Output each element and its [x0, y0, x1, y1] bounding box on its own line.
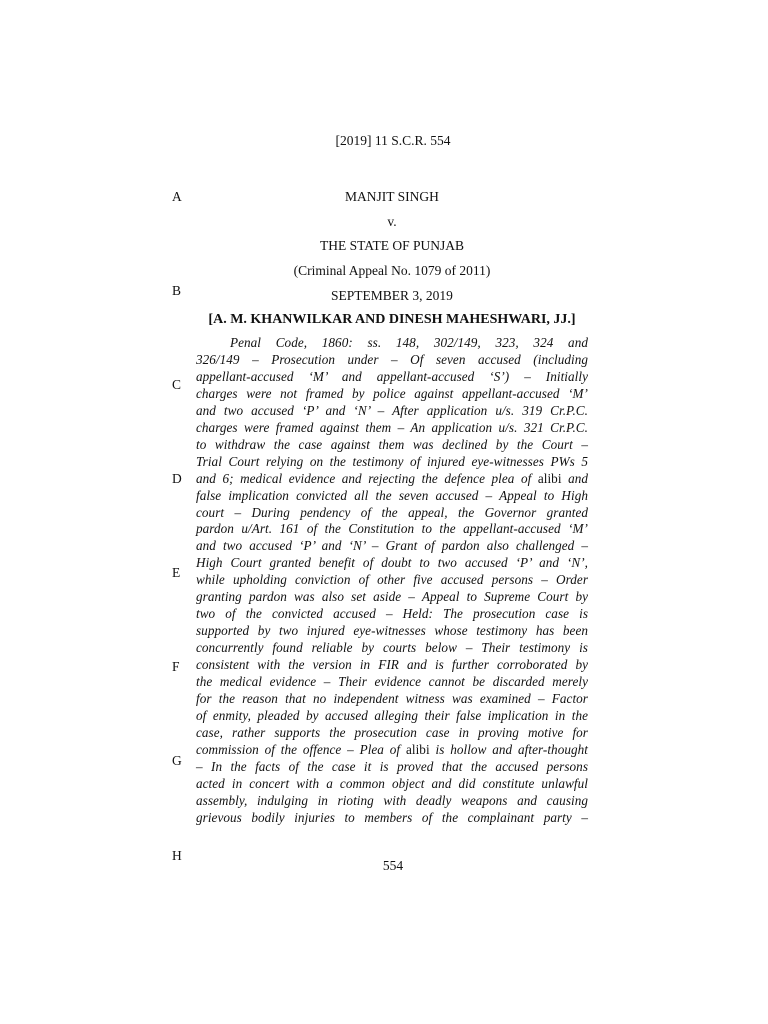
headnote-line: Trial Court relying on the testimony of injured eye-witnesses PWs 5 [196, 453, 588, 469]
margin-letter-e: E [172, 565, 181, 580]
bench-judges: [A. M. KHANWILKAR AND DINESH MAHESHWARI, JJ.] [208, 312, 576, 327]
headnote-line: assembly, indulging in rioting with deadly weapons and causing [196, 792, 588, 808]
headnote-line: court – During pendency of the appeal, the Governor granted [196, 504, 588, 520]
headnote-line: appellant-accused ‘M’ and appellant-accused ‘S’) – Initially [196, 368, 588, 384]
report-citation: [2019] 11 S.C.R. 554 [335, 133, 451, 148]
headnote-line: two of the convicted accused – Held: The prosecution case is [196, 606, 588, 622]
margin-letter-d: D [172, 471, 182, 486]
appeal-number: (Criminal Appeal No. 1079 of 2011) [293, 263, 491, 278]
headnote-line: and two accused ‘P’ and ‘N’ – After application u/s. 319 Cr.P.C. [196, 402, 588, 418]
headnote-line: charges were not framed by police against appellant-accused ‘M’ [196, 385, 588, 401]
headnote-line: High Court granted benefit of doubt to two accused ‘P’ and ‘N’, [196, 555, 588, 571]
headnote-line: of enmity, pleaded by accused alleging their false implication in the [196, 707, 588, 723]
versus-label: v. [387, 214, 397, 229]
headnote-line: for the reason that no independent witness was examined – Factor [196, 691, 588, 707]
headnote-line: to withdraw the case against them was declined by the Court – [196, 436, 588, 452]
margin-letter-f: F [172, 659, 180, 674]
margin-letter-b: B [172, 283, 182, 298]
judgment-date: SEPTEMBER 3, 2019 [331, 288, 453, 303]
page-number: 554 [382, 858, 404, 873]
headnote-line: 326/149 – Prosecution under – Of seven accused (including [196, 351, 588, 367]
headnote-line: supported by two injured eye-witnesses whose testimony has been [196, 623, 588, 639]
margin-letter-c: C [172, 377, 182, 392]
appellant-name: MANJIT SINGH [345, 189, 439, 204]
headnote-line: – In the facts of the case it is proved that the accused persons [196, 758, 588, 774]
margin-letter-a: A [172, 189, 182, 204]
headnote-line: false implication convicted all the seven accused – Appeal to High [196, 487, 588, 503]
headnote-line: pardon u/Art. 161 of the Constitution to the appellant-accused ‘M’ [196, 521, 588, 537]
headnote-line: Penal Code, 1860: ss. 148, 302/149, 323, 324 and [230, 335, 588, 350]
headnote-line: the medical evidence – Their evidence cannot be discarded merely [196, 674, 588, 690]
margin-letter-g: G [172, 753, 182, 768]
headnote-line: and 6; medical evidence and rejecting the defence plea of alibi and [196, 470, 589, 486]
headnote-line: acted in concert with a common object and did constitute unlawful [196, 775, 588, 791]
headnote [196, 335, 588, 827]
headnote-line: while upholding conviction of other five accused persons – Order [196, 572, 588, 588]
headnote-line: consistent with the version in FIR and is further corroborated by [196, 657, 588, 673]
headnote-line: case, rather supports the prosecution case in proving motive for [196, 724, 588, 740]
headnote-line: concurrently found reliable by courts below – Their testimony is [196, 640, 588, 656]
respondent-name: THE STATE OF PUNJAB [319, 238, 465, 253]
margin-letter-h: H [172, 848, 182, 863]
headnote-line: charges were framed against them – An application u/s. 321 Cr.P.C. [196, 419, 588, 435]
headnote-line: grievous bodily injuries to members of the complainant party – [196, 809, 588, 825]
headnote-line: and two accused ‘P’ and ‘N’ – Grant of pardon also challenged – [196, 538, 588, 554]
headnote-line: commission of the offence – Plea of alibi is hollow and after-thought [196, 741, 588, 757]
headnote-line: granting pardon was also set aside – Appeal to Supreme Court by [196, 589, 588, 605]
